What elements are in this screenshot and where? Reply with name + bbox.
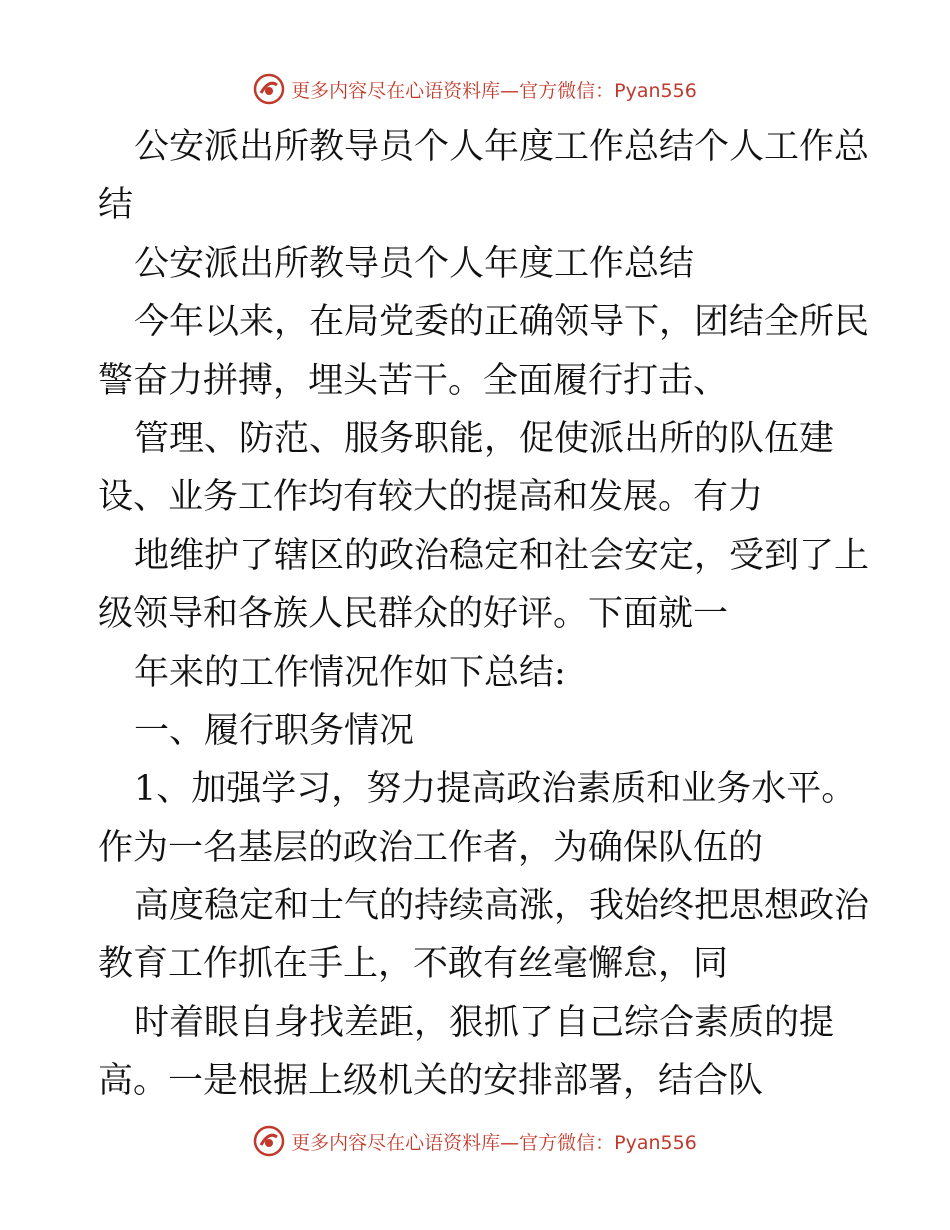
banner-main-text: 更多内容尽在心语资料库 [291,79,501,102]
text-line: 设、业务工作均有较大的提高和发展。有力 [98,477,764,518]
text-line: 地维护了辖区的政治稳定和社会安定，受到了上 [134,535,870,576]
banner-wechat-text: —官方微信：Pyan556 [500,79,697,102]
text-line: 高。一是根据上级机关的安排部署，结合队 [98,1061,764,1102]
text-line: 时着眼自身找差距，狠抓了自己综合素质的提 [134,1002,835,1043]
text-line: 结 [98,185,134,226]
banner-main-text: 更多内容尽在心语资料库 [291,1131,501,1154]
seal-logo-icon [253,73,285,105]
document-body [98,118,870,1111]
footer-banner [0,1124,950,1158]
text-line: 年来的工作情况作如下总结: [134,652,566,693]
text-line: 1、加强学习，努力提高政治素质和业务水平。 [134,769,857,810]
seal-logo-icon [253,1125,285,1157]
text-line: 今年以来，在局党委的正确领导下，团结全所民 [134,302,870,343]
text-line: 警奋力拼搏，埋头苦干。全面履行打击、 [98,360,729,401]
text-line: 级领导和各族人民群众的好评。下面就一 [98,594,729,635]
text-line: 高度稳定和士气的持续高涨，我始终把思想政治 [134,886,870,927]
text-line: 公安派出所教导员个人年度工作总结 [134,243,695,284]
text-line: 作为一名基层的政治工作者，为确保队伍的 [98,827,764,868]
banner-wechat-text: —官方微信：Pyan556 [500,1131,697,1154]
text-line: 管理、防范、服务职能，促使派出所的队伍建 [134,418,835,459]
text-line: 公安派出所教导员个人年度工作总结个人工作总 [134,127,870,167]
text-line: 教育工作抓在手上，不敢有丝毫懈怠，同 [98,944,729,985]
header-banner [0,72,950,106]
text-line: 一、履行职务情况 [134,710,415,751]
